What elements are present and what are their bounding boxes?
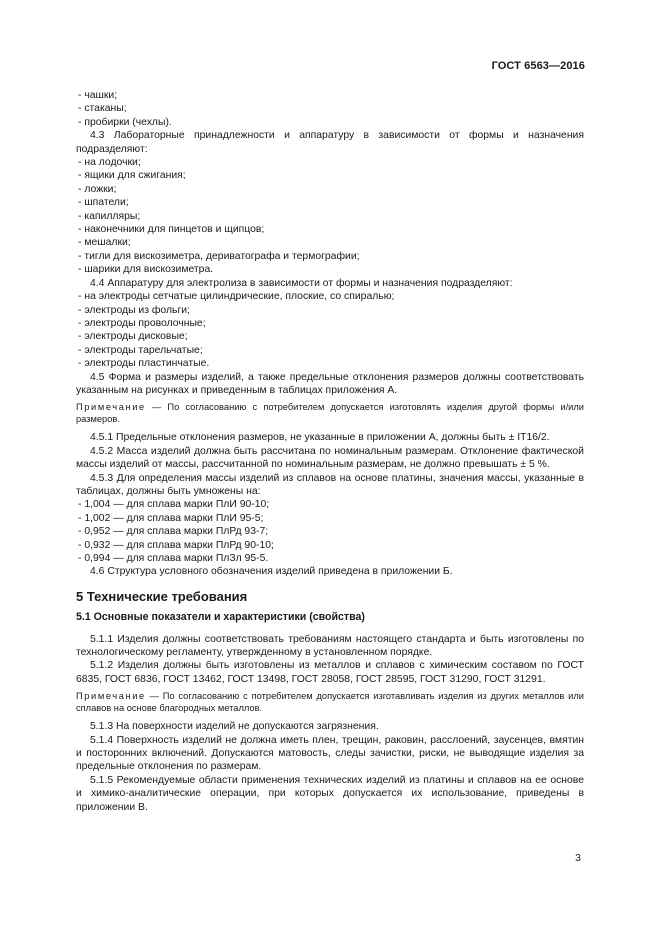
document-body — [76, 89, 584, 814]
list-item: - мешалки; — [78, 237, 131, 249]
list-item: - ложки; — [78, 183, 117, 195]
paragraph: 5.1.3 На поверхности изделий не допускаются загрязнения. — [90, 721, 379, 733]
paragraph: 4.5.3 Для определения массы изделий из сплавов на основе платины, значения массы, указанные в таблицах, должны быть умножены на: — [76, 472, 584, 497]
note — [76, 401, 584, 425]
list-item: - электроды дисковые; — [78, 331, 188, 343]
list-item: - шпатели; — [78, 197, 129, 209]
paragraph: 5.1.1 Изделия должны соответствовать требованиям настоящего стандарта и быть изготовлены по технологическому регламенту, утвержденному в установленном порядке. — [76, 633, 584, 659]
paragraph: 4.6 Структура условного обозначения изделий приведена в приложении Б. — [90, 566, 453, 578]
paragraph: 5.1.4 Поверхность изделий не должна иметь плен, трещин, раковин, расслоений, заусенцев, вмятин и посторонних включений. Допускаются матовость, следы зачистки, риски, не выводящие изделия за предельные отклонения по размерам. — [76, 734, 584, 773]
list-item: - наконечники для пинцетов и щипцов; — [78, 224, 265, 236]
paragraph: 4.4 Аппаратуру для электролиза в зависимости от формы и назначения подразделяют: — [90, 277, 513, 289]
list-item: - 0,994 — для сплава марки ПлЗл 95-5. — [78, 553, 269, 564]
list-item: - электроды тарельчатые; — [78, 344, 203, 356]
list-item: - 0,932 — для сплава марки ПлРд 90-10; — [78, 539, 274, 551]
list-item: - 1,002 — для сплава марки ПлИ 95-5; — [78, 512, 264, 524]
paragraph: 4.3 Лабораторные принадлежности и аппаратуру в зависимости от формы и назначения подразделяют: — [76, 130, 584, 155]
subsection-heading: 5.1 Основные показатели и характеристики (свойства) — [76, 611, 365, 624]
paragraph: 4.5.1 Предельные отклонения размеров, не указанные в приложении А, должны быть ± IT16/2. — [90, 432, 550, 444]
list-item: - электроды пластинчатые. — [78, 358, 210, 370]
list-item: - электроды из фольги; — [78, 304, 190, 316]
list-item: - 0,952 — для сплава марки ПлРд 93-7; — [78, 526, 269, 538]
list-item: - чашки; — [78, 90, 118, 101]
list-item: - на электроды сетчатые цилиндрические, плоские, со спиралью; — [78, 291, 395, 303]
list-item: - стаканы; — [78, 103, 127, 115]
list-item: - электроды проволочные; — [78, 317, 206, 329]
list-item: - 1,004 — для сплава марки ПлИ 90-10; — [78, 499, 270, 511]
list-item: - капилляры; — [78, 210, 141, 222]
note-label: Примечание — [76, 691, 146, 702]
list-item: - тигли для вискозиметра, дериватографа и термографии; — [78, 250, 360, 262]
note-text: — По согласованию с потребителем допускается изготовлять изделия другой формы и/или размеров. — [76, 402, 584, 425]
paragraph: 4.5.2 Масса изделий должна быть рассчитана по номинальным размерам. Отклонение фактической массы изделий от массы, рассчитанной по номинальным размерам, не должно превышать ± 5 %. — [76, 445, 584, 471]
document-id: ГОСТ 6563—2016 — [491, 60, 585, 72]
paragraph: 5.1.5 Рекомендуемые области применения технических изделий из платины и сплавов на ее основе и химико-аналитические операции, при которых допускается их использование, приведены в приложении В. — [76, 774, 584, 813]
list-item: - пробирки (чехлы). — [78, 116, 172, 128]
note-text: — По согласованию с потребителем допускается изготавливать изделия из других металлов или сплавов на основе благородных металлов. — [76, 691, 584, 714]
note — [76, 690, 584, 714]
list-item: - шарики для вискозиметра. — [78, 264, 214, 276]
list-item: - ящики для сжигания; — [78, 170, 186, 182]
paragraph: 5.1.2 Изделия должны быть изготовлены из металлов и сплавов с химическим составом по ГОСТ 6835, ГОСТ 6836, ГОСТ 13462, ГОСТ 13498, ГОСТ 28058, ГОСТ 28595, ГОСТ 31290, ГОСТ 31291. — [76, 660, 584, 685]
section-heading: 5 Технические требования — [76, 588, 248, 604]
note-label: Примечание — [76, 402, 146, 413]
paragraph: 4.5 Форма и размеры изделий, а также предельные отклонения размеров должны соответствовать указанным на рисунках и приведенным в таблицах приложения А. — [76, 371, 584, 396]
page-number: 3 — [575, 852, 581, 864]
list-item: - на лодочки; — [78, 157, 141, 169]
